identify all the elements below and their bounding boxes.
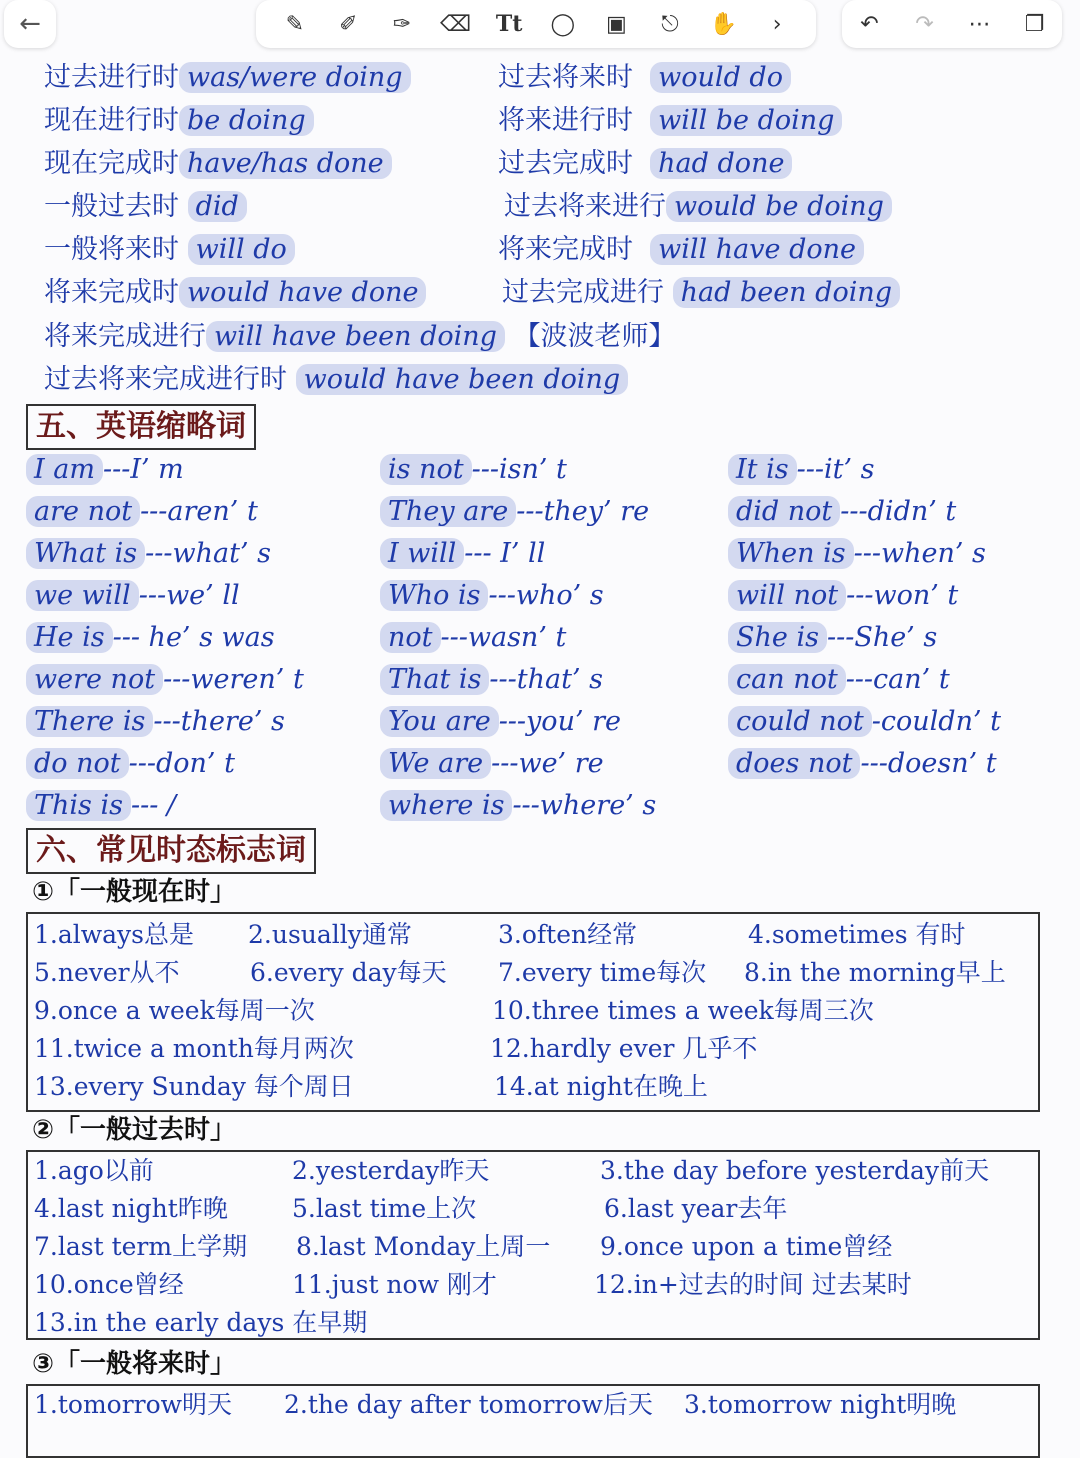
chevron-right-icon[interactable]: › bbox=[772, 11, 782, 37]
full-form: can not bbox=[728, 664, 846, 695]
group-box bbox=[26, 912, 1040, 1112]
full-form: This is bbox=[26, 790, 131, 821]
full-form: They are bbox=[380, 496, 516, 527]
short-form: ---aren’ t bbox=[140, 496, 258, 527]
group-box bbox=[26, 1150, 1040, 1340]
marker-word: 11.just now 刚才 bbox=[292, 1270, 497, 1299]
marker-word: 3.the day before yesterday前天 bbox=[600, 1156, 990, 1185]
contraction-item bbox=[728, 536, 986, 572]
group-title: ②「一般过去时」 bbox=[32, 1115, 237, 1145]
full-form: were not bbox=[26, 664, 163, 695]
contraction-item bbox=[26, 536, 271, 572]
full-form: It is bbox=[728, 454, 797, 485]
top-toolbar bbox=[0, 0, 1080, 50]
short-form: ---I’ m bbox=[102, 454, 184, 485]
redo-icon[interactable]: ↷ bbox=[915, 11, 934, 37]
short-form: ---didn’ t bbox=[840, 496, 957, 527]
contraction-item bbox=[26, 620, 275, 656]
contraction-item bbox=[380, 452, 567, 488]
marker-word: 10.three times a week每周三次 bbox=[492, 996, 874, 1025]
marker-word: 9.once a week每周一次 bbox=[34, 996, 315, 1025]
undo-icon[interactable]: ↶ bbox=[860, 11, 879, 37]
full-form: There is bbox=[26, 706, 153, 737]
marker-word: 13.every Sunday 每个周日 bbox=[34, 1072, 354, 1101]
contraction-item bbox=[380, 704, 621, 740]
short-form: ---they’ re bbox=[516, 496, 650, 527]
short-form: ---won’ t bbox=[846, 580, 959, 611]
tense-row: 将来完成时 will have done bbox=[498, 232, 864, 268]
marker-word: 9.once upon a time曾经 bbox=[600, 1232, 893, 1261]
full-form: He is bbox=[26, 622, 113, 653]
contraction-item bbox=[728, 746, 997, 782]
short-form: ---what’ s bbox=[145, 538, 272, 569]
marker-word: 1.tomorrow明天 bbox=[34, 1390, 233, 1419]
full-form: will not bbox=[728, 580, 846, 611]
contraction-item bbox=[380, 662, 603, 698]
contraction-item bbox=[26, 746, 235, 782]
pages-icon[interactable]: ❐ bbox=[1024, 11, 1045, 37]
full-form: do not bbox=[26, 748, 129, 779]
short-form: ---wasn’ t bbox=[440, 622, 567, 653]
full-form: What is bbox=[26, 538, 145, 569]
marker-word: 14.at night在晚上 bbox=[494, 1072, 708, 1101]
contraction-item bbox=[728, 452, 874, 488]
full-form: We are bbox=[380, 748, 491, 779]
contraction-item bbox=[26, 662, 304, 698]
short-form: ---who’ s bbox=[488, 580, 604, 611]
contraction-item bbox=[380, 536, 545, 572]
eraser-icon[interactable]: ⌫ bbox=[440, 11, 472, 37]
full-form: not bbox=[380, 622, 441, 653]
pencil-icon[interactable]: ✐ bbox=[339, 11, 358, 37]
marker-word: 3.often经常 bbox=[498, 920, 638, 949]
marker-word: 1.always总是 bbox=[34, 920, 195, 949]
marker-word: 11.twice a month每月两次 bbox=[34, 1034, 354, 1063]
short-form: ---we’ re bbox=[491, 748, 604, 779]
marker-word: 13.in the early days 在早期 bbox=[34, 1308, 368, 1337]
contraction-item bbox=[26, 578, 240, 614]
full-form: When is bbox=[728, 538, 854, 569]
contraction-item bbox=[380, 788, 656, 824]
tool-palette bbox=[256, 0, 816, 48]
full-form: are not bbox=[26, 496, 140, 527]
marker-word: 2.the day after tomorrow后天 bbox=[284, 1390, 653, 1419]
short-form: ---weren’ t bbox=[163, 664, 304, 695]
short-form: ---can’ t bbox=[845, 664, 950, 695]
contraction-item bbox=[380, 494, 649, 530]
marker-word: 12.in+过去的时间 过去某时 bbox=[594, 1270, 912, 1299]
group-title: ③「一般将来时」 bbox=[32, 1349, 237, 1379]
contraction-item bbox=[26, 452, 184, 488]
full-form: we will bbox=[26, 580, 139, 611]
group-box bbox=[26, 1384, 1040, 1458]
short-form: ---we’ ll bbox=[138, 580, 240, 611]
section-title: 六、常见时态标志词 bbox=[26, 828, 316, 874]
short-form: ---there’ s bbox=[153, 706, 285, 737]
marker-word: 7.last term上学期 bbox=[34, 1232, 248, 1261]
lasso-icon[interactable]: ◯ bbox=[550, 11, 576, 37]
marker-word: 1.ago以前 bbox=[34, 1156, 154, 1185]
contraction-item bbox=[728, 620, 937, 656]
marker-word: 5.last time上次 bbox=[292, 1194, 477, 1223]
full-form: That is bbox=[380, 664, 489, 695]
tense-row: 将来完成进行 will have been doing 【波波老师】 bbox=[44, 321, 676, 352]
tense-row: 一般将来时 will do bbox=[44, 232, 295, 268]
arrow-left-icon: ← bbox=[19, 9, 41, 39]
tense-row: 过去将来时 would do bbox=[498, 60, 791, 96]
full-form: is not bbox=[380, 454, 472, 485]
action-palette bbox=[842, 0, 1062, 48]
contraction-item bbox=[728, 494, 956, 530]
marker-word: 4.last night昨晚 bbox=[34, 1194, 228, 1223]
contraction-item bbox=[728, 662, 950, 698]
short-form: ---She’ s bbox=[826, 622, 938, 653]
contraction-item bbox=[380, 578, 604, 614]
tense-row: 过去完成进行 had been doing bbox=[502, 275, 900, 311]
gesture-icon[interactable]: ✋ bbox=[709, 11, 738, 37]
short-form: -couldn’ t bbox=[871, 706, 1001, 737]
marker-word: 5.never从不 bbox=[34, 958, 180, 987]
tense-row: 现在完成时 have/has done bbox=[44, 146, 392, 182]
text-icon[interactable]: Tt bbox=[495, 11, 523, 37]
mic-icon[interactable]: ⎋ bbox=[661, 11, 679, 37]
short-form: ---don’ t bbox=[128, 748, 235, 779]
contraction-item bbox=[380, 746, 604, 782]
marker-word: 7.every time每次 bbox=[498, 958, 707, 987]
short-form: --- I’ ll bbox=[464, 538, 546, 569]
full-form: did not bbox=[728, 496, 840, 527]
section-title: 五、英语缩略词 bbox=[26, 404, 256, 450]
full-form: where is bbox=[380, 790, 512, 821]
group-title: ①「一般现在时」 bbox=[32, 877, 237, 907]
full-form: does not bbox=[728, 748, 860, 779]
full-form: could not bbox=[728, 706, 872, 737]
marker-word: 8.last Monday上周一 bbox=[296, 1232, 551, 1261]
marker-word: 4.sometimes 有时 bbox=[748, 920, 966, 949]
contraction-item bbox=[26, 788, 176, 824]
author-note: 【波波老师】 bbox=[513, 321, 676, 352]
marker-word: 2.usually通常 bbox=[248, 920, 412, 949]
tense-row: 将来进行时 will be doing bbox=[498, 103, 842, 139]
short-form: ---doesn’ t bbox=[860, 748, 997, 779]
full-form: I will bbox=[380, 538, 464, 569]
marker-word: 10.once曾经 bbox=[34, 1270, 184, 1299]
pen-icon[interactable]: ✎ bbox=[285, 11, 305, 37]
more-icon[interactable]: ⋯ bbox=[968, 11, 991, 37]
full-form: I am bbox=[26, 454, 103, 485]
back-button[interactable] bbox=[4, 0, 56, 48]
tense-row: 一般过去时 did bbox=[44, 189, 247, 225]
tense-row: 过去将来完成进行时 would have been doing bbox=[44, 362, 628, 398]
tense-row: 将来完成时 would have done bbox=[44, 275, 426, 311]
contraction-item bbox=[728, 704, 1001, 740]
marker-icon[interactable]: ✑ bbox=[392, 11, 412, 37]
full-form: She is bbox=[728, 622, 827, 653]
tense-row: 现在进行时 be doing bbox=[44, 103, 314, 139]
marker-word: 6.every day每天 bbox=[250, 958, 447, 987]
short-form: ---isn’ t bbox=[471, 454, 567, 485]
contraction-item bbox=[26, 704, 285, 740]
short-form: ---when’ s bbox=[853, 538, 986, 569]
tense-row: 过去进行时 was/were doing bbox=[44, 60, 411, 96]
marker-word: 2.yesterday昨天 bbox=[292, 1156, 490, 1185]
marker-word: 3.tomorrow night明晚 bbox=[684, 1390, 957, 1419]
contraction-item bbox=[728, 578, 958, 614]
contraction-item bbox=[26, 494, 258, 530]
tense-row: 过去完成时 had done bbox=[498, 146, 792, 182]
short-form: --- / bbox=[130, 790, 177, 821]
contraction-item bbox=[380, 620, 566, 656]
short-form: --- he’ s was bbox=[112, 622, 275, 653]
image-icon[interactable]: ▣ bbox=[605, 11, 627, 37]
marker-word: 6.last year去年 bbox=[604, 1194, 788, 1223]
short-form: ---where’ s bbox=[512, 790, 657, 821]
full-form: You are bbox=[380, 706, 499, 737]
short-form: ---you’ re bbox=[498, 706, 622, 737]
marker-word: 12.hardly ever 几乎不 bbox=[490, 1034, 758, 1063]
short-form: ---that’ s bbox=[489, 664, 603, 695]
short-form: ---it’ s bbox=[796, 454, 875, 485]
tense-row: 过去将来进行 would be doing bbox=[504, 189, 892, 225]
full-form: Who is bbox=[380, 580, 488, 611]
marker-word: 8.in the morning早上 bbox=[744, 958, 1006, 987]
